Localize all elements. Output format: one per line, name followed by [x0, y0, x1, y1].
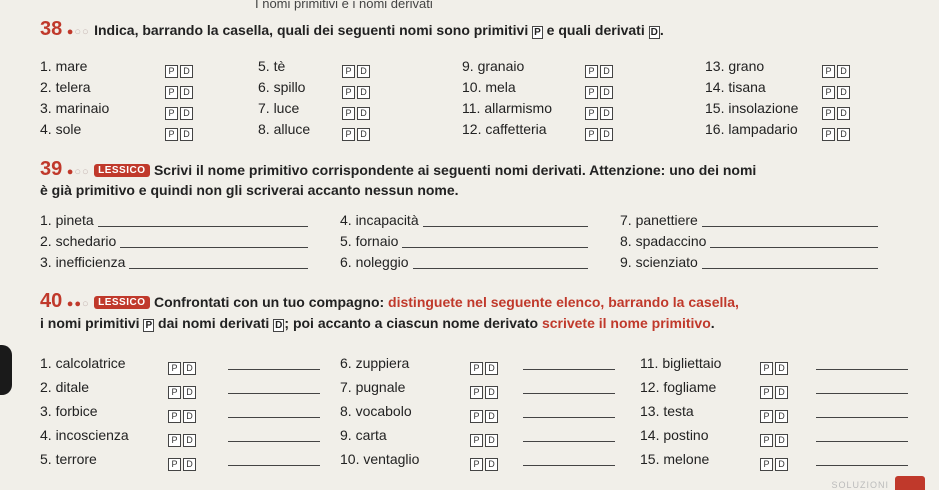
item-word: 15. insolazione — [705, 100, 799, 116]
list-item — [640, 451, 709, 469]
difficulty-dots: ●○○ — [66, 166, 90, 178]
item-word: 7. panettiere — [620, 212, 698, 228]
item-word: 4. sole — [40, 121, 82, 137]
answer-blank[interactable] — [423, 214, 588, 227]
primitive-checkbox[interactable]: P — [822, 86, 835, 99]
list-item — [705, 79, 766, 97]
difficulty-dots: ●●○ — [66, 298, 90, 310]
item-word: 3. marinaio — [40, 100, 110, 116]
list-item — [258, 121, 310, 139]
derived-checkbox[interactable]: D — [357, 86, 370, 99]
primitive-checkbox[interactable]: P — [760, 434, 773, 447]
item-word: 5. terrore — [40, 451, 97, 467]
pd-checkboxes — [165, 128, 193, 141]
item-word: 3. inefficienza — [40, 254, 126, 270]
pd-checkboxes — [168, 434, 196, 447]
item-word: 6. noleggio — [340, 254, 409, 270]
derived-checkbox[interactable]: D — [485, 386, 498, 399]
derived-checkbox[interactable]: D — [180, 86, 193, 99]
derived-checkbox[interactable]: D — [180, 107, 193, 120]
list-item — [640, 427, 709, 445]
primitive-checkbox[interactable]: P — [585, 86, 598, 99]
primitive-checkbox[interactable]: P — [760, 362, 773, 375]
pd-checkboxes — [822, 65, 850, 78]
running-header: I nomi primitivi e i nomi derivati — [255, 0, 433, 11]
derived-checkbox[interactable]: D — [183, 386, 196, 399]
derived-checkbox[interactable]: D — [837, 65, 850, 78]
derived-checkbox[interactable]: D — [775, 386, 788, 399]
pd-checkboxes — [168, 458, 196, 471]
derived-checkbox[interactable]: D — [775, 434, 788, 447]
list-item — [40, 427, 129, 445]
derived-checkbox[interactable]: D — [183, 434, 196, 447]
list-item — [40, 379, 89, 397]
item-word: 8. vocabolo — [340, 403, 412, 419]
pd-checkboxes — [585, 128, 613, 141]
answer-blank[interactable] — [228, 427, 320, 442]
list-item — [340, 233, 588, 251]
answer-blank[interactable] — [523, 427, 615, 442]
exercise-38-heading — [40, 18, 664, 41]
pd-checkboxes — [342, 65, 370, 78]
derived-checkbox[interactable]: D — [357, 107, 370, 120]
answer-blank[interactable] — [710, 235, 878, 248]
list-item — [620, 212, 878, 230]
item-word: 11. bigliettaio — [640, 355, 722, 371]
primitive-checkbox[interactable]: P — [168, 386, 181, 399]
primitive-checkbox[interactable]: P — [168, 362, 181, 375]
list-item — [40, 254, 308, 272]
exercise-40-heading — [40, 290, 739, 313]
list-item — [640, 355, 721, 373]
item-word: 12. caffetteria — [462, 121, 547, 137]
item-word: 10. ventaglio — [340, 451, 420, 467]
list-item — [640, 379, 716, 397]
derived-checkbox[interactable]: D — [357, 65, 370, 78]
primitive-checkbox[interactable]: P — [585, 128, 598, 141]
derived-checkbox[interactable]: D — [600, 128, 613, 141]
item-word: 8. spadaccino — [620, 233, 707, 249]
derived-checkbox[interactable]: D — [837, 128, 850, 141]
derived-checkbox[interactable]: D — [600, 107, 613, 120]
pd-checkboxes — [760, 410, 788, 423]
list-item — [340, 212, 588, 230]
item-word: 11. allarmismo — [462, 100, 552, 116]
derived-checkbox[interactable]: D — [775, 410, 788, 423]
list-item — [40, 212, 308, 230]
answer-blank[interactable] — [523, 379, 615, 394]
answer-blank[interactable] — [702, 214, 878, 227]
item-word: 9. carta — [340, 427, 387, 443]
derived-checkbox[interactable]: D — [485, 434, 498, 447]
derived-checkbox[interactable]: D — [183, 362, 196, 375]
derived-checkbox[interactable]: D — [775, 362, 788, 375]
pd-checkboxes — [165, 65, 193, 78]
pd-checkboxes — [760, 458, 788, 471]
derived-checkbox[interactable]: D — [183, 410, 196, 423]
item-word: 16. lampadario — [705, 121, 798, 137]
item-word: 4. incapacità — [340, 212, 419, 228]
item-word: 10. mela — [462, 79, 516, 95]
pd-checkboxes — [585, 86, 613, 99]
primitive-checkbox[interactable]: P — [585, 107, 598, 120]
primitive-checkbox[interactable]: P — [342, 65, 355, 78]
primitive-checkbox[interactable]: P — [760, 410, 773, 423]
derived-checkbox[interactable]: D — [600, 65, 613, 78]
list-item — [340, 403, 412, 421]
list-item — [462, 100, 552, 118]
answer-blank[interactable] — [228, 379, 320, 394]
list-item — [340, 254, 588, 272]
list-item — [40, 58, 87, 76]
answer-blank[interactable] — [816, 451, 908, 466]
pd-checkboxes — [342, 86, 370, 99]
primitive-checkbox[interactable]: P — [822, 128, 835, 141]
answer-blank[interactable] — [120, 235, 308, 248]
answer-blank[interactable] — [228, 451, 320, 466]
primitive-checkbox[interactable]: P — [342, 128, 355, 141]
pd-checkboxes — [470, 362, 498, 375]
primitive-checkbox[interactable]: P — [168, 434, 181, 447]
instruction-line-2: i nomi primitivi P dai nomi derivati D ; poi accanto a ciascun nome derivato scrivete il nome primitivo. — [40, 315, 715, 331]
pd-checkboxes — [760, 362, 788, 375]
lessico-tag: LESSICO — [94, 296, 149, 309]
item-word: 8. alluce — [258, 121, 311, 137]
answer-blank[interactable] — [413, 256, 588, 269]
item-word: 13. grano — [705, 58, 765, 74]
answer-blank[interactable] — [228, 403, 320, 418]
list-item — [258, 100, 299, 118]
item-word: 1. mare — [40, 58, 88, 74]
primitive-checkbox[interactable]: P — [470, 458, 483, 471]
primitive-checkbox[interactable]: P — [585, 65, 598, 78]
pd-checkboxes — [585, 65, 613, 78]
list-item — [620, 254, 878, 272]
primitive-checkbox[interactable]: P — [168, 458, 181, 471]
lessico-tag: LESSICO — [94, 164, 149, 177]
item-word: 2. telera — [40, 79, 91, 95]
answer-blank[interactable] — [816, 355, 908, 370]
answer-blank[interactable] — [98, 214, 308, 227]
solutions-label: SOLUZIONI — [831, 480, 889, 490]
item-word: 1. pineta — [40, 212, 94, 228]
primitive-checkbox[interactable]: P — [342, 86, 355, 99]
answer-blank[interactable] — [523, 451, 615, 466]
primitive-checkbox[interactable]: P — [342, 107, 355, 120]
primitive-checkbox[interactable]: P — [165, 65, 178, 78]
answer-blank[interactable] — [402, 235, 588, 248]
derived-checkbox[interactable]: D — [183, 458, 196, 471]
item-word: 1. calcolatrice — [40, 355, 126, 371]
item-word: 14. tisana — [705, 79, 766, 95]
item-word: 9. granaio — [462, 58, 525, 74]
list-item — [462, 79, 516, 97]
item-word: 14. postino — [640, 427, 709, 443]
derived-checkbox[interactable]: D — [837, 86, 850, 99]
pd-checkboxes — [760, 434, 788, 447]
exercise-number: 38 — [40, 18, 63, 40]
list-item — [462, 121, 547, 139]
derived-checkbox[interactable]: D — [485, 410, 498, 423]
difficulty-dots: ●○○ — [66, 26, 90, 38]
pd-checkboxes — [822, 107, 850, 120]
answer-blank[interactable] — [523, 355, 615, 370]
list-item — [258, 58, 285, 76]
answer-blank[interactable] — [816, 379, 908, 394]
derived-checkbox[interactable]: D — [600, 86, 613, 99]
primitive-checkbox[interactable]: P — [470, 362, 483, 375]
pd-checkboxes — [822, 86, 850, 99]
pd-checkboxes — [822, 128, 850, 141]
answer-blank[interactable] — [702, 256, 878, 269]
instruction-line-2: è già primitivo e quindi non gli scriverai accanto nessun nome. — [40, 182, 459, 198]
list-item — [705, 58, 764, 76]
primitive-checkbox[interactable]: P — [165, 107, 178, 120]
pd-checkboxes — [165, 86, 193, 99]
exercise-number: 39 — [40, 158, 63, 180]
list-item — [620, 233, 878, 251]
primitive-checkbox[interactable]: P — [822, 107, 835, 120]
list-item — [40, 100, 109, 118]
answer-blank[interactable] — [129, 256, 308, 269]
item-word: 5. tè — [258, 58, 286, 74]
list-item — [705, 100, 798, 118]
primitive-checkbox[interactable]: P — [470, 410, 483, 423]
primitive-checkbox[interactable]: P — [760, 458, 773, 471]
pd-checkboxes — [585, 107, 613, 120]
pd-checkboxes — [168, 386, 196, 399]
primitive-checkbox[interactable]: P — [822, 65, 835, 78]
pd-checkboxes — [165, 107, 193, 120]
instruction-line-1: Scrivi il nome primitivo corrispondente ai seguenti nomi derivati. Attenzione: uno dei nomi — [153, 162, 757, 178]
list-item — [40, 121, 81, 139]
derived-checkbox[interactable]: D — [485, 362, 498, 375]
item-word: 15. melone — [640, 451, 710, 467]
pd-checkboxes — [342, 107, 370, 120]
list-item — [40, 355, 126, 373]
derived-checkbox[interactable]: D — [180, 65, 193, 78]
item-word: 4. incoscienza — [40, 427, 129, 443]
instruction: Indica, barrando la casella, quali dei seguenti nomi sono primitivi P e quali derivati D . — [94, 22, 664, 38]
list-item — [40, 403, 98, 421]
answer-blank[interactable] — [816, 427, 908, 442]
page-edge-tab — [0, 345, 12, 395]
derived-checkbox[interactable]: D — [180, 128, 193, 141]
pd-checkboxes — [342, 128, 370, 141]
list-item — [640, 403, 694, 421]
list-item — [340, 451, 419, 469]
list-item — [340, 355, 409, 373]
item-word: 6. zuppiera — [340, 355, 410, 371]
list-item — [462, 58, 524, 76]
item-word: 7. pugnale — [340, 379, 406, 395]
pd-checkboxes — [470, 458, 498, 471]
list-item — [40, 451, 97, 469]
primitive-checkbox[interactable]: P — [165, 86, 178, 99]
primitive-checkbox[interactable]: P — [470, 434, 483, 447]
item-word: 2. schedario — [40, 233, 117, 249]
item-word: 6. spillo — [258, 79, 306, 95]
answer-blank[interactable] — [523, 403, 615, 418]
derived-checkbox[interactable]: D — [775, 458, 788, 471]
pd-checkboxes — [470, 386, 498, 399]
derived-checkbox[interactable]: D — [485, 458, 498, 471]
primitive-checkbox[interactable]: P — [470, 386, 483, 399]
derived-checkbox[interactable]: D — [837, 107, 850, 120]
primitive-checkbox[interactable]: P — [760, 386, 773, 399]
pd-checkboxes — [470, 434, 498, 447]
item-word: 9. scienziato — [620, 254, 698, 270]
answer-blank[interactable] — [228, 355, 320, 370]
instruction-line-1: Confrontati con un tuo compagno: distinguete nel seguente elenco, barrando la casella, — [153, 294, 739, 310]
item-word: 7. luce — [258, 100, 300, 116]
corner-tab — [895, 476, 925, 490]
pd-checkboxes — [760, 386, 788, 399]
pd-checkboxes — [168, 362, 196, 375]
primitive-checkbox[interactable]: P — [168, 410, 181, 423]
list-item — [40, 79, 91, 97]
answer-blank[interactable] — [816, 403, 908, 418]
exercise-number: 40 — [40, 290, 63, 312]
exercise-39-heading — [40, 158, 756, 181]
list-item — [340, 427, 387, 445]
list-item — [340, 379, 405, 397]
item-word: 3. forbice — [40, 403, 98, 419]
item-word: 13. testa — [640, 403, 694, 419]
list-item — [40, 233, 308, 251]
primitive-checkbox[interactable]: P — [165, 128, 178, 141]
derived-checkbox[interactable]: D — [357, 128, 370, 141]
item-word: 5. fornaio — [340, 233, 399, 249]
pd-checkboxes — [470, 410, 498, 423]
list-item — [258, 79, 305, 97]
item-word: 12. fogliame — [640, 379, 717, 395]
item-word: 2. ditale — [40, 379, 90, 395]
list-item — [705, 121, 798, 139]
pd-checkboxes — [168, 410, 196, 423]
